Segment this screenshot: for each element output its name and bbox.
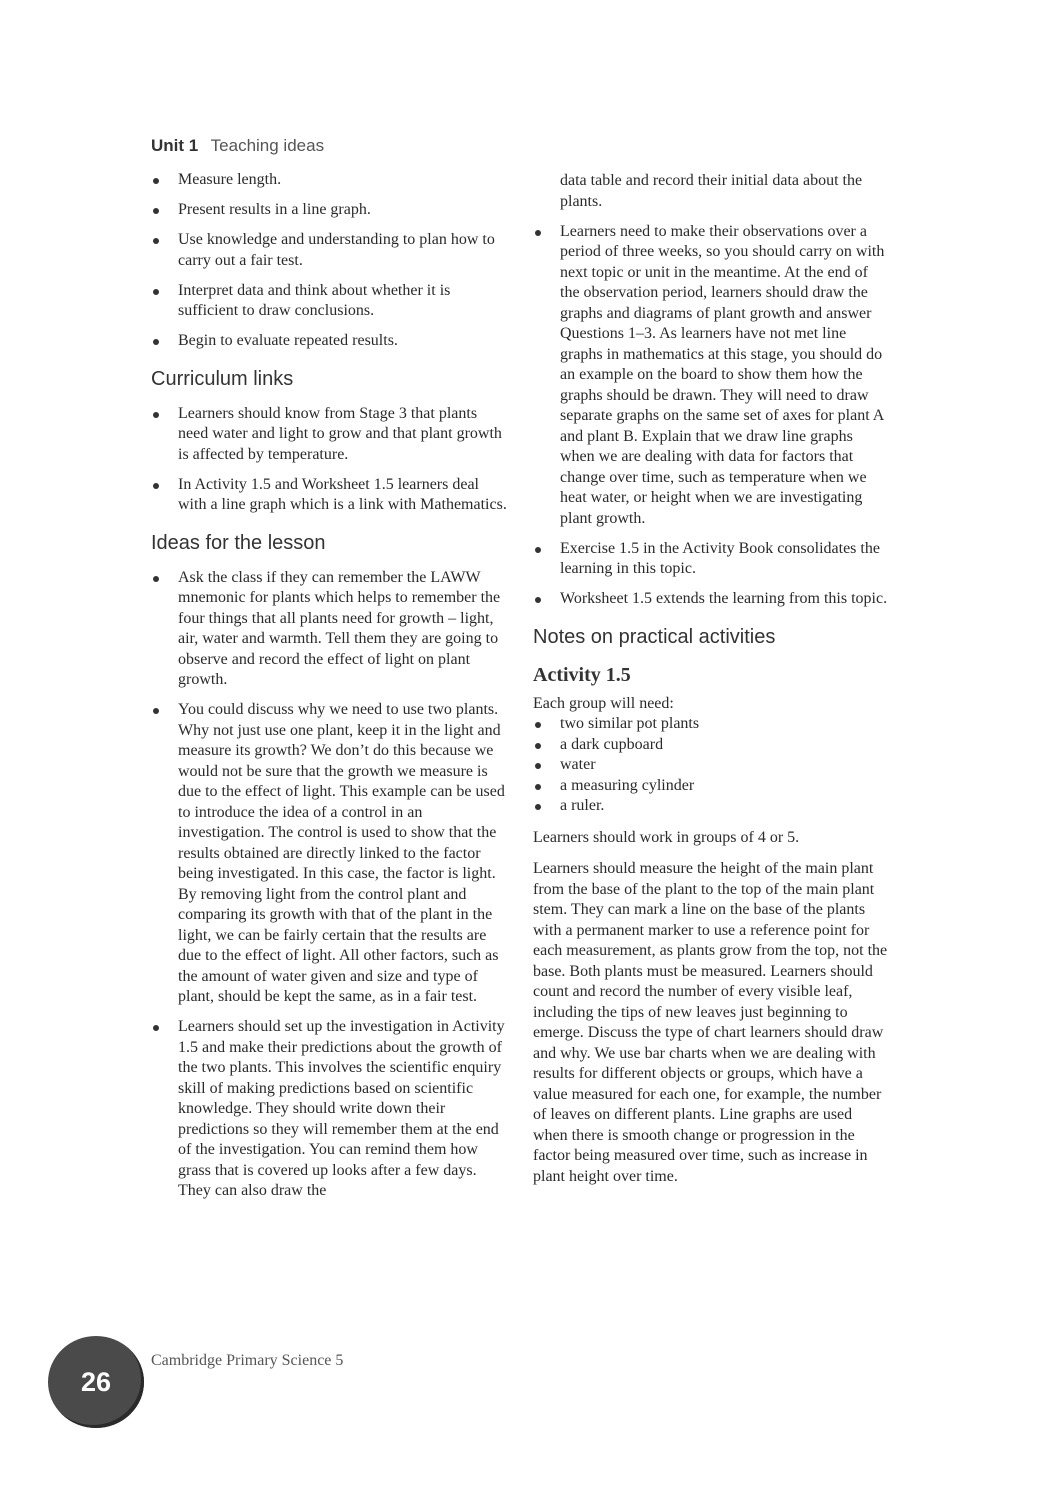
list-item: water (533, 755, 889, 776)
unit-label: Unit 1 (151, 136, 199, 155)
list-item: Begin to evaluate repeated results. (151, 331, 507, 352)
ideas-list (151, 568, 507, 1202)
continuation-text: data table and record their initial data about the plants. (560, 172, 863, 210)
teaching-list (533, 222, 889, 610)
list-item: a ruler. (533, 796, 889, 817)
list-item: Learners need to make their observations over a period of three weeks, so you should carry on with next topic or unit in the meantime. At the end of the observation period, learners should draw the graphs and diagrams of plant growth and answer Questions 1–3. As learners have not met line graphs in mathematics at this stage, you should do an example on the board to show them how the graphs should be drawn. They will need to draw separate graphs on the same set of axes for plant A and plant B. Explain that we draw line graphs when we are dealing with data for factors that change over time, such as temperature when we heat water, or height when we are investigating plant growth. (533, 222, 889, 530)
ideas-heading: Ideas for the lesson (151, 531, 326, 554)
list-item: You could discuss why we need to use two plants. Why not just use one plant, keep it in the light and measure its growth? We don’t do this because we would not be sure that the growth we measure is due to the effect of light. This example can be used to introduce the idea of a control in an investigation. The control is used to show that the results obtained are directly linked to the factor being investigated. In this case, the factor is light. By removing light from the control plant and comparing its growth with that of the plant in the light, we can be fairly certain that the results are due to the effect of light. All other factors, such as the amount of water given and size and type of plant, should be kept the same, as in a fair test. (151, 700, 507, 1008)
left-column (151, 170, 507, 1211)
list-item: Measure length. (151, 170, 507, 191)
right-column (533, 171, 889, 1198)
section-label: Teaching ideas (210, 136, 325, 155)
notes-heading: Notes on practical activities (533, 625, 776, 648)
list-item: Ask the class if they can remember the LAWW mnemonic for plants which helps to remember the four things that all plants need for growth – light, air, water and warmth. Tell them they are going to observe and record the effect of light on plant growth. (151, 568, 507, 691)
book-title: Cambridge Primary Science 5 (151, 1352, 344, 1369)
measure-text: Learners should measure the height of the main plant from the base of the plant to the top of the main plant stem. They can mark a line on the base of the plants with a permanent marker to use a reference point for each measurement, as plants grow from the top, not the base. Both plants must be measured. Learners should count and record the number of every visible leaf, including the tips of new leaves just beginning to emerge. Discuss the type of chart learners should draw and why. We use bar charts when we are dealing with results for different objects or groups, which have a value measured for each one, for example, the number of leaves on different plants. Line graphs are used when there is smooth change or progression in the factor being measured over time, such as increase in plant height over time. (533, 860, 888, 1185)
curriculum-heading: Curriculum links (151, 367, 294, 390)
list-item: a measuring cylinder (533, 776, 889, 797)
groups-text: Learners should work in groups of 4 or 5. (533, 828, 800, 846)
list-item: a dark cupboard (533, 735, 889, 756)
activity-heading: Activity 1.5 (533, 663, 631, 686)
need-intro: Each group will need: (533, 694, 674, 712)
objectives-list (151, 170, 507, 352)
curriculum-list (151, 404, 507, 516)
list-item: Worksheet 1.5 extends the learning from this topic. (533, 589, 889, 610)
list-item: Use knowledge and understanding to plan how to carry out a fair test. (151, 230, 507, 271)
list-item: Present results in a line graph. (151, 200, 507, 221)
page-number: 26 (80, 1366, 112, 1397)
running-head (151, 136, 324, 156)
list-item: In Activity 1.5 and Worksheet 1.5 learners deal with a line graph which is a link with Mathematics. (151, 475, 507, 516)
list-item: Learners should set up the investigation in Activity 1.5 and make their predictions about the growth of the two plants. This involves the scientific enquiry skill of making predictions based on scientific knowledge. They should write down their predictions so they will remember them at the end of the investigation. You can remind them how grass that is covered up looks after a few days. They can also draw the (151, 1017, 507, 1202)
list-item: Interpret data and think about whether it is sufficient to draw conclusions. (151, 281, 507, 322)
list-item: Exercise 1.5 in the Activity Book consolidates the learning in this topic. (533, 539, 889, 580)
materials-list (533, 714, 889, 817)
list-item: Learners should know from Stage 3 that plants need water and light to grow and that plant growth is affected by temperature. (151, 404, 507, 466)
list-item: two similar pot plants (533, 714, 889, 735)
page-number-badge (48, 1336, 144, 1428)
